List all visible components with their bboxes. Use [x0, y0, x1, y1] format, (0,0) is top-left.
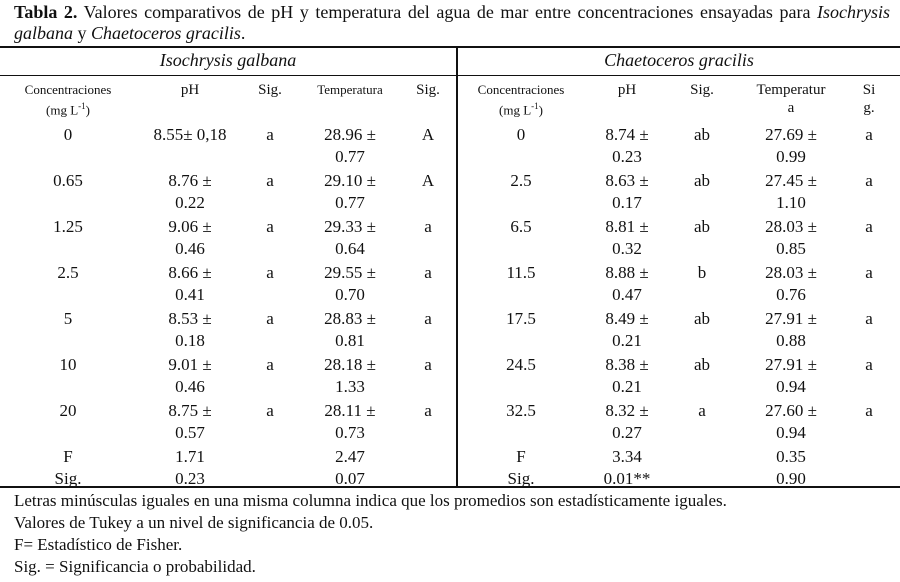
cell-temp-sig: a: [865, 263, 873, 282]
caption-text-3: .: [240, 23, 246, 43]
rule-header: [0, 75, 900, 76]
cell-ph-mean: 8.55± 0,18: [153, 125, 227, 144]
cell-ph-sd: 0.46: [175, 239, 205, 258]
header-sig-temp-cont: g.: [863, 100, 875, 116]
header-concentraciones: Concentraciones: [24, 82, 112, 97]
cell-temp-sig: a: [865, 355, 873, 374]
header-units-close: ): [538, 102, 543, 118]
cell-temp-sd: 1.10: [776, 193, 806, 212]
cell-ph-mean: 8.81 ±: [605, 217, 649, 236]
cell-ph-mean: 8.53 ±: [168, 309, 212, 328]
species-header-chaetoceros: Chaetoceros gracilis: [604, 50, 754, 70]
cell-ph-mean: 8.32 ±: [605, 401, 649, 420]
cell-temp-sd: 0.88: [776, 331, 806, 350]
header-units: [3, 98, 133, 118]
cell-ph-mean: 8.75 ±: [168, 401, 212, 420]
cell-temp-mean: 27.45 ±: [765, 171, 817, 190]
header-units-close: ): [85, 102, 90, 118]
cell-temp-sd: 0.73: [335, 423, 365, 442]
cell-ph-sd: 0.22: [175, 193, 205, 212]
cell-ph-sd: 0.32: [612, 239, 642, 258]
cell-temp-sd: 0.76: [776, 285, 806, 304]
cell-ph-sd: 0.21: [612, 377, 642, 396]
stat-temp: 0.07: [335, 469, 365, 488]
species-header-isochrysis: Isochrysis galbana: [159, 50, 297, 70]
caption-text-2: y: [73, 23, 92, 43]
cell-ph-sig: ab: [693, 355, 711, 374]
cell-temp-sd: 0.77: [335, 147, 365, 166]
cell-temp-sig: a: [865, 309, 873, 328]
cell-temp-sd: 0.94: [776, 423, 806, 442]
cell-ph-mean: 8.76 ±: [168, 171, 212, 190]
table-caption: [14, 2, 890, 44]
cell-temp-sig: a: [865, 401, 873, 420]
cell-ph-mean: 8.66 ±: [168, 263, 212, 282]
cell-concentration: 24.5: [506, 355, 536, 374]
cell-ph-mean: 8.74 ±: [605, 125, 649, 144]
cell-ph-sig: a: [266, 263, 274, 282]
cell-ph-sig: a: [266, 171, 274, 190]
cell-ph-sig: ab: [693, 125, 711, 144]
header-concentraciones: Concentraciones: [477, 82, 565, 97]
cell-ph-mean: 8.49 ±: [605, 309, 649, 328]
caption-text-1: Valores comparativos de pH y temperatura del agua de mar entre concentraciones ensayadas para: [77, 2, 817, 22]
cell-ph-sd: 0.41: [175, 285, 205, 304]
cell-temp-mean: 28.03 ±: [765, 217, 817, 236]
cell-concentration: 0.65: [53, 171, 83, 190]
cell-ph-sd: 0.17: [612, 193, 642, 212]
cell-ph-sig: a: [266, 217, 274, 236]
cell-temp-mean: 27.60 ±: [765, 401, 817, 420]
table-notes: [14, 490, 894, 578]
header-units-text: (mg L: [46, 102, 79, 118]
note-significance: Sig. = Significancia o probabilidad.: [14, 557, 256, 576]
note-tukey-level: Valores de Tukey a un nivel de significancia de 0.05.: [14, 513, 374, 532]
cell-temp-sig: a: [424, 401, 432, 420]
cell-temp-sig: a: [424, 309, 432, 328]
caption-label: Tabla 2.: [14, 2, 78, 22]
stat-ph: 3.34: [612, 447, 642, 466]
header-temperatura-cont: a: [787, 100, 795, 116]
cell-ph-sig: ab: [693, 309, 711, 328]
cell-ph-sig: b: [697, 263, 707, 282]
header-sig-ph: Sig.: [258, 82, 282, 98]
cell-temp-sig: a: [424, 355, 432, 374]
cell-ph-sig: ab: [693, 171, 711, 190]
cell-ph-mean: 9.06 ±: [168, 217, 212, 236]
cell-ph-sig: a: [698, 401, 706, 420]
cell-concentration: 1.25: [53, 217, 83, 236]
stat-label: Sig.: [507, 469, 535, 488]
stat-temp: 2.47: [335, 447, 365, 466]
cell-ph-sd: 0.46: [175, 377, 205, 396]
cell-concentration: 2.5: [57, 263, 79, 282]
cell-ph-sig: a: [266, 401, 274, 420]
cell-concentration: 20: [59, 401, 77, 420]
cell-temp-mean: 27.91 ±: [765, 309, 817, 328]
caption-species-2: Chaetoceros gracilis: [91, 23, 241, 43]
stat-ph: 0.01**: [603, 469, 651, 488]
cell-concentration: 0: [63, 125, 73, 144]
cell-temp-sig: A: [421, 125, 435, 144]
header-temperatura: Temperatura: [317, 82, 383, 97]
header-units: [456, 98, 586, 118]
cell-temp-sig: a: [865, 171, 873, 190]
header-sig-ph: Sig.: [690, 82, 714, 98]
cell-ph-sig: a: [266, 355, 274, 374]
caption-species-1: Isochrysis galbana: [14, 2, 890, 43]
cell-ph-mean: 8.38 ±: [605, 355, 649, 374]
cell-temp-sd: 0.94: [776, 377, 806, 396]
cell-concentration: 17.5: [506, 309, 536, 328]
cell-concentration: 32.5: [506, 401, 536, 420]
header-units-exponent: -1: [78, 101, 86, 111]
cell-ph-sig: a: [266, 309, 274, 328]
header-units-text: (mg L: [499, 102, 532, 118]
cell-ph-mean: 8.63 ±: [605, 171, 649, 190]
cell-ph-mean: 9.01 ±: [168, 355, 212, 374]
cell-ph-sd: 0.27: [612, 423, 642, 442]
cell-concentration: 5: [63, 309, 73, 328]
cell-temp-sig: a: [865, 217, 873, 236]
stat-label: Sig.: [54, 469, 82, 488]
stat-ph: 1.71: [175, 447, 205, 466]
cell-temp-mean: 29.55 ±: [324, 263, 376, 282]
header-temperatura: Temperatur: [756, 82, 826, 98]
cell-ph-sd: 0.47: [612, 285, 642, 304]
cell-ph-sig: ab: [693, 217, 711, 236]
cell-concentration: 2.5: [510, 171, 532, 190]
cell-ph-sd: 0.21: [612, 331, 642, 350]
header-sig-temp: Sig.: [416, 82, 440, 98]
stat-label: F: [516, 447, 526, 466]
cell-concentration: 11.5: [506, 263, 536, 282]
cell-temp-mean: 28.18 ±: [324, 355, 376, 374]
cell-temp-mean: 29.10 ±: [324, 171, 376, 190]
cell-ph-sd: 0.18: [175, 331, 205, 350]
cell-temp-sd: 0.70: [335, 285, 365, 304]
cell-temp-sd: 1.33: [335, 377, 365, 396]
cell-temp-mean: 28.96 ±: [324, 125, 376, 144]
cell-temp-sig: a: [424, 217, 432, 236]
cell-temp-sd: 0.81: [335, 331, 365, 350]
cell-temp-sd: 0.64: [335, 239, 365, 258]
cell-temp-mean: 28.03 ±: [765, 263, 817, 282]
cell-concentration: 10: [59, 355, 77, 374]
cell-temp-sig: A: [421, 171, 435, 190]
header-ph: pH: [180, 82, 200, 98]
cell-ph-sd: 0.57: [175, 423, 205, 442]
cell-ph-mean: 8.88 ±: [605, 263, 649, 282]
stat-temp: 0.35: [776, 447, 806, 466]
cell-temp-sig: a: [865, 125, 873, 144]
header-units-exponent: -1: [531, 101, 539, 111]
cell-temp-mean: 28.11 ±: [324, 401, 376, 420]
stat-ph: 0.23: [175, 469, 205, 488]
header-ph: pH: [617, 82, 637, 98]
cell-temp-mean: 27.91 ±: [765, 355, 817, 374]
cell-temp-mean: 29.33 ±: [324, 217, 376, 236]
cell-concentration: 0: [516, 125, 526, 144]
cell-temp-sd: 0.85: [776, 239, 806, 258]
cell-temp-mean: 27.69 ±: [765, 125, 817, 144]
rule-top: [0, 46, 900, 48]
cell-concentration: 6.5: [510, 217, 532, 236]
note-tukey-letters: Letras minúsculas iguales en una misma columna indica que los promedios son estadísticamente iguales.: [14, 491, 727, 510]
cell-ph-sd: 0.23: [612, 147, 642, 166]
note-fisher: F= Estadístico de Fisher.: [14, 535, 183, 554]
header-sig-temp: Si: [862, 82, 876, 98]
stat-temp: 0.90: [776, 469, 806, 488]
cell-temp-sd: 0.99: [776, 147, 806, 166]
cell-temp-mean: 28.83 ±: [324, 309, 376, 328]
cell-ph-sig: a: [266, 125, 274, 144]
cell-temp-sig: a: [424, 263, 432, 282]
cell-temp-sd: 0.77: [335, 193, 365, 212]
stat-label: F: [63, 447, 73, 466]
